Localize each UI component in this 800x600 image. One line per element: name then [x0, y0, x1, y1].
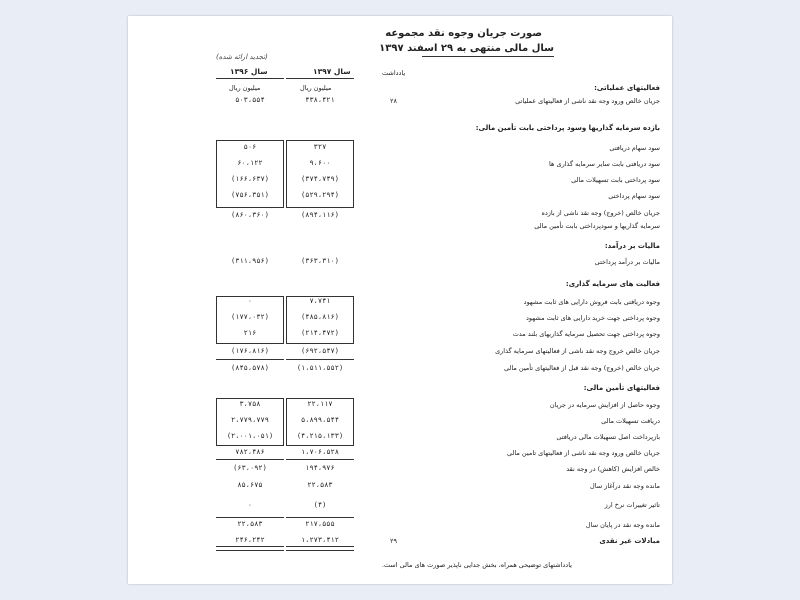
- row-label: سود سهام دریافتی: [609, 144, 660, 152]
- value-1397: ۲۱۷،۵۵۵: [305, 520, 335, 528]
- value-1396: ۵۰۳،۵۵۴: [235, 96, 265, 104]
- footnote: یادداشتهای توضیحی همراه، بخش جدایی ناپذیر صورت های مالی است.: [381, 561, 572, 569]
- row-label: جریان خالص (خروج) وجه نقد قبل از فعالیتهای تأمین مالی: [503, 364, 660, 372]
- value-1396: (۸۶۰،۳۶۰): [231, 211, 269, 219]
- row-label: سود سهام پرداختی: [608, 192, 660, 200]
- row-label: مانده وجه نقد درآغاز سال: [589, 482, 660, 490]
- row-label: سرمایه گذاریها و سودپرداختی بابت تأمین مالی: [534, 222, 660, 230]
- row-label: مبادلات غیر نقدی: [599, 537, 660, 545]
- value-1397: ۲۲،۱۱۷: [307, 400, 333, 408]
- row-label: مالیات بر درآمد:: [604, 242, 660, 250]
- value-1397: (۳۶۳،۳۱۰): [301, 257, 339, 265]
- row-label: وجوه دریافتی بابت فروش دارایی های ثابت مشهود: [523, 298, 660, 306]
- value-1397: (۴): [313, 501, 327, 509]
- rule-1397-b: [286, 459, 354, 460]
- row-label: جریان خالص (خروج) وجه نقد ناشی از بازده: [541, 209, 660, 217]
- value-1396: ۲۴۶،۲۴۲: [235, 536, 265, 544]
- value-1396: (۱۶۶،۶۳۷): [231, 175, 269, 183]
- value-1397: ۱،۷۰۶،۵۲۸: [301, 448, 339, 456]
- row-label: وجوه پرداختی جهت خرید دارایی های ثابت مشهود: [526, 314, 660, 322]
- value-1397: ۷،۷۴۱: [309, 297, 331, 305]
- col-header-1396: سال ۱۳۹۶: [230, 67, 268, 76]
- header-rule-1396: [216, 78, 284, 79]
- row-label: جریان خالص ورود وجه نقد ناشی از فعالیتهای عملیاتی: [515, 97, 660, 105]
- double-rule-1397: [286, 546, 354, 551]
- value-1397: ۴۳۸،۴۲۱: [305, 96, 335, 104]
- value-1397: (۴،۲۱۵،۱۳۳): [296, 432, 344, 440]
- row-label: تاثیر تغییرات نرخ ارز: [604, 501, 660, 509]
- value-1396: (۱۷۶،۸۱۶): [231, 347, 269, 355]
- value-1397: (۸۹۴،۱۱۶): [301, 211, 339, 219]
- row-label: مانده وجه نقد در پایان سال: [585, 521, 660, 529]
- value-1396: (۳۱۱،۹۵۶): [231, 257, 269, 265]
- unit-1396: میلیون ریال: [229, 84, 261, 92]
- restated-note: (تجدید ارائه شده): [216, 53, 268, 61]
- value-1396: ۲،۷۷۹،۷۷۹: [231, 416, 269, 424]
- row-note: ۲۸: [390, 97, 397, 105]
- row-label: دریافت تسهیلات مالی: [601, 417, 660, 425]
- rule-1396-b: [216, 459, 284, 460]
- value-1396: ۶۰،۱۲۲: [237, 159, 263, 167]
- value-1396: ۸۵،۶۷۵: [237, 481, 263, 489]
- value-1397: ۵،۸۹۹،۵۴۴: [301, 416, 339, 424]
- statement-page: [128, 16, 672, 584]
- row-note: ۲۹: [390, 537, 397, 545]
- value-1396: (۱۷۷،۰۳۲): [231, 313, 269, 321]
- value-1396: ۵۰۶: [243, 143, 257, 151]
- row-label: بازپرداخت اصل تسهیلات مالی دریافتی: [556, 433, 660, 441]
- row-label: بازده سرمایه گذاریها وسود پرداختی بابت تأمین مالی:: [475, 124, 660, 132]
- value-1396: ۲۱۶: [243, 329, 257, 337]
- row-label: جریان خالص خروج وجه نقد ناشی از فعالیتهای سرمایه گذاری: [495, 347, 660, 355]
- value-1396: (۷۵۶،۳۵۱): [231, 191, 269, 199]
- value-1396: ۲۲،۵۸۳: [237, 520, 263, 528]
- row-label: فعالیتهای عملیاتی:: [594, 84, 660, 92]
- value-1396: (۲،۰۰۱،۰۵۱): [226, 432, 274, 440]
- value-1396: (۶۳،۰۹۲): [233, 464, 267, 472]
- value-1397: ۱،۲۷۳،۴۱۲: [301, 536, 339, 544]
- value-1397: (۴۸۵،۸۱۶): [301, 313, 339, 321]
- row-label: مالیات بر درآمد پرداختی: [594, 258, 660, 266]
- subtitle-underline: [422, 56, 554, 57]
- row-label: خالص افزایش (کاهش) در وجه نقد: [566, 465, 660, 473]
- value-1396: ۳،۷۵۸: [239, 400, 261, 408]
- row-label: وجوه حاصل از افزایش سرمایه در جریان: [549, 401, 660, 409]
- value-1397: (۳۷۴،۷۴۹): [301, 175, 339, 183]
- row-label: سود دریافتی بابت سایر سرمایه گذاری ها: [549, 160, 660, 168]
- unit-1397: میلیون ریال: [300, 84, 332, 92]
- value-1396: ۰: [247, 297, 253, 305]
- value-1397: ۹،۶۰۰: [309, 159, 331, 167]
- value-1396: (۸۴۵،۵۷۸): [231, 364, 269, 372]
- rule-1396-c: [216, 517, 284, 518]
- col-header-note: یادداشت: [382, 69, 406, 77]
- rule-1396-a: [216, 359, 284, 360]
- value-1397: (۱،۵۱۱،۵۵۲): [296, 364, 344, 372]
- value-1397: ۳۲۷: [313, 143, 327, 151]
- header-rule-1397: [286, 78, 354, 79]
- rule-1397-a: [286, 359, 354, 360]
- value-1397: (۵۲۹،۲۹۴): [301, 191, 339, 199]
- row-label: فعالیتهای تأمین مالی:: [583, 384, 660, 392]
- row-label: فعالیت های سرمایه گذاری:: [565, 280, 660, 288]
- value-1397: (۲۱۴،۴۷۲): [301, 329, 339, 337]
- double-rule-1396: [216, 546, 284, 551]
- row-label: سود پرداختی بابت تسهیلات مالی: [571, 176, 660, 184]
- value-1396: ۷۸۲،۴۸۶: [235, 448, 265, 456]
- rule-1397-c: [286, 517, 354, 518]
- row-label: جریان خالص ورود وجه نقد ناشی از فعالیتهای تامین مالی: [507, 449, 660, 457]
- col-header-1397: سال ۱۳۹۷: [313, 67, 351, 76]
- statement-subtitle: سال مالی منتهی به ۲۹ اسفند ۱۳۹۷: [379, 43, 554, 54]
- value-1397: (۶۹۲،۵۴۷): [301, 347, 339, 355]
- statement-title: صورت جریان وجوه نقد مجموعه: [385, 28, 542, 39]
- row-label: وجوه پرداختی جهت تحصیل سرمایه گذاریهای بلند مدت: [512, 330, 660, 338]
- value-1396: ۰: [247, 501, 253, 509]
- value-1397: ۲۲،۵۸۳: [307, 481, 333, 489]
- value-1397: ۱۹۴،۹۷۶: [305, 464, 335, 472]
